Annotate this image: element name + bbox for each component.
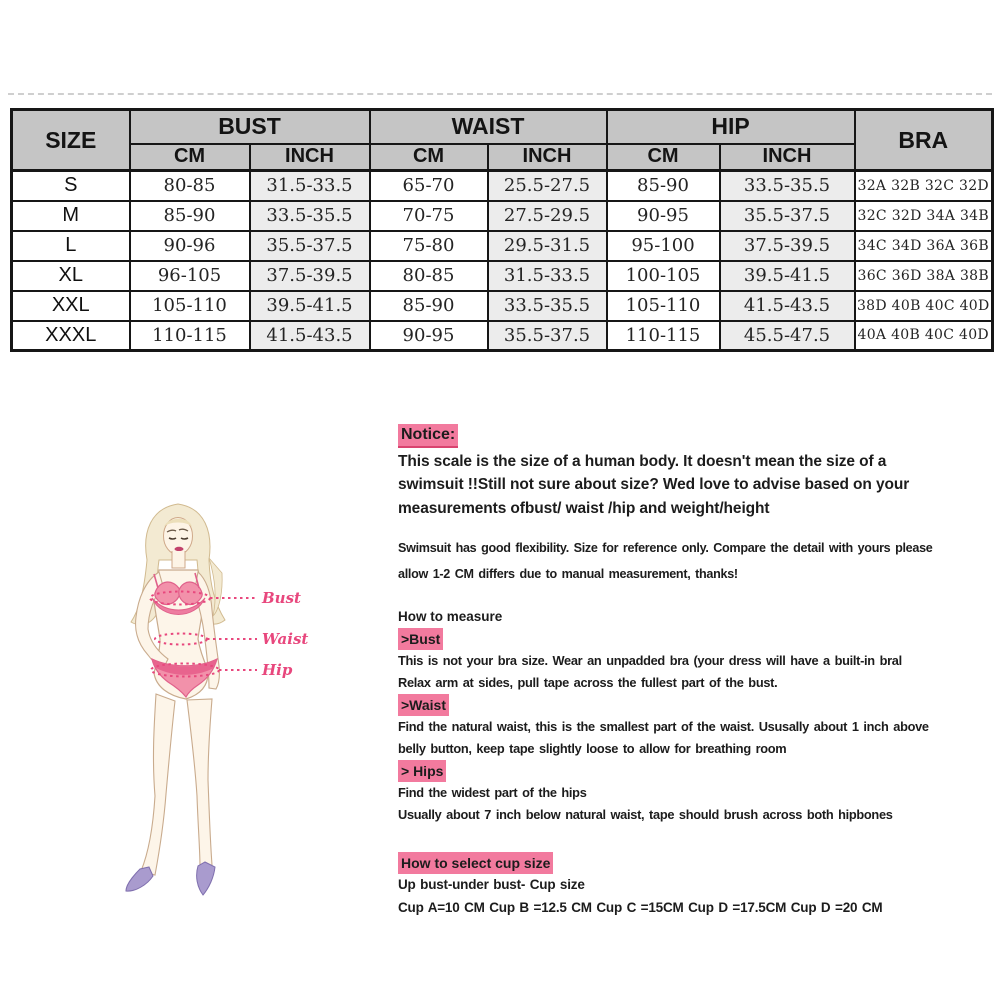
hip-cm-cell: 100-105 — [607, 261, 720, 291]
waist-heading-highlight: >Waist — [398, 694, 449, 716]
hips-instruction-line: Find the widest part of the hips — [398, 785, 587, 801]
bust-inch-cell: 33.5-35.5 — [250, 201, 370, 231]
waist-section-heading — [398, 694, 982, 716]
header-waist: WAIST — [370, 110, 607, 144]
bra-cell: 36C 36D 38A 38B — [855, 261, 993, 291]
cup-instruction-line: Up bust-under bust- Cup size — [398, 877, 585, 893]
bust-cm-cell: 96-105 — [130, 261, 250, 291]
waist-instruction-line: Find the natural waist, this is the smallest part of the waist. Ususally about 1 inch above — [398, 719, 929, 735]
flexibility-paragraph — [398, 535, 982, 587]
header-waist-inch: INCH — [488, 144, 607, 171]
table-row-xl — [12, 261, 993, 291]
bust-cm-cell: 85-90 — [130, 201, 250, 231]
hip-inch-cell: 35.5-37.5 — [720, 201, 855, 231]
size-label: XL — [12, 261, 130, 291]
cup-heading-highlight: How to select cup size — [398, 852, 553, 874]
hip-inch-cell: 37.5-39.5 — [720, 231, 855, 261]
bra-cell: 38D 40B 40C 40D — [855, 291, 993, 321]
header-hip-inch: INCH — [720, 144, 855, 171]
table-row-xxxl — [12, 321, 993, 351]
bra-cell: 40A 40B 40C 40D — [855, 321, 993, 351]
size-label: XXL — [12, 291, 130, 321]
measure-section-bust — [398, 628, 982, 694]
header-waist-cm: CM — [370, 144, 488, 171]
bust-instruction-line: This is not your bra size. Wear an unpadded bra (your dress will have a built-in bral — [398, 653, 902, 669]
waist-cm-cell: 75-80 — [370, 231, 488, 261]
size-label: L — [12, 231, 130, 261]
hips-section-heading — [398, 760, 982, 782]
hip-cm-cell: 105-110 — [607, 291, 720, 321]
bra-cell: 32A 32B 32C 32D — [855, 171, 993, 201]
waist-inch-cell: 31.5-33.5 — [488, 261, 607, 291]
measurement-figure — [95, 498, 395, 900]
waist-cm-cell: 90-95 — [370, 321, 488, 351]
measure-section-waist — [398, 694, 982, 760]
hip-cm-cell: 90-95 — [607, 201, 720, 231]
bust-cm-cell: 90-96 — [130, 231, 250, 261]
bust-inch-cell: 35.5-37.5 — [250, 231, 370, 261]
waist-cm-cell: 65-70 — [370, 171, 488, 201]
header-hip-cm: CM — [607, 144, 720, 171]
notice-line: This scale is the size of a human body. It doesn't mean the size of a — [398, 453, 887, 470]
table-row-s — [12, 171, 993, 201]
hip-inch-cell: 39.5-41.5 — [720, 261, 855, 291]
measure-section-hips — [398, 760, 982, 826]
waist-inch-cell: 27.5-29.5 — [488, 201, 607, 231]
waist-cm-cell: 70-75 — [370, 201, 488, 231]
bra-cell: 34C 34D 36A 36B — [855, 231, 993, 261]
table-row-xxl — [12, 291, 993, 321]
bust-inch-cell: 37.5-39.5 — [250, 261, 370, 291]
header-hip: HIP — [607, 110, 855, 144]
top-divider — [8, 93, 992, 95]
bust-instruction-line: Relax arm at sides, pull tape across the fullest part of the bust. — [398, 675, 778, 691]
figure-label-bust: Bust — [262, 589, 301, 607]
waist-cm-cell: 85-90 — [370, 291, 488, 321]
header-bust-cm: CM — [130, 144, 250, 171]
size-table — [10, 108, 994, 352]
figure-label-waist: Waist — [262, 630, 309, 648]
bust-cm-cell: 80-85 — [130, 171, 250, 201]
waist-cm-cell: 80-85 — [370, 261, 488, 291]
notice-line: measurements ofbust/ waist /hip and weight/height — [398, 499, 770, 517]
table-row-m — [12, 201, 993, 231]
bra-cell: 32C 32D 34A 34B — [855, 201, 993, 231]
how-to-measure-title: How to measure — [398, 609, 503, 625]
waist-inch-cell: 33.5-35.5 — [488, 291, 607, 321]
cup-instruction-line: Cup A=10 CM Cup B =12.5 CM Cup C =15CM Cup D =17.5CM Cup D =20 CM — [398, 899, 883, 915]
waist-inch-cell: 35.5-37.5 — [488, 321, 607, 351]
header-size: SIZE — [12, 110, 130, 171]
size-label: M — [12, 201, 130, 231]
size-label: XXXL — [12, 321, 130, 351]
woman-sketch-illustration — [95, 498, 395, 900]
hip-cm-cell: 110-115 — [607, 321, 720, 351]
flexibility-line: allow 1-2 CM differs due to manual measurement, thanks! — [398, 567, 738, 582]
instructions-column — [398, 424, 982, 919]
header-bust-inch: INCH — [250, 144, 370, 171]
bust-inch-cell: 41.5-43.5 — [250, 321, 370, 351]
waist-inch-cell: 25.5-27.5 — [488, 171, 607, 201]
flexibility-line: Swimsuit has good flexibility. Size for reference only. Compare the detail with yours please — [398, 541, 933, 556]
bust-inch-cell: 39.5-41.5 — [250, 291, 370, 321]
hips-heading-highlight: > Hips — [398, 760, 446, 782]
hip-inch-cell: 45.5-47.5 — [720, 321, 855, 351]
hip-inch-cell: 41.5-43.5 — [720, 291, 855, 321]
header-bust: BUST — [130, 110, 370, 144]
hip-inch-cell: 33.5-35.5 — [720, 171, 855, 201]
bust-cm-cell: 110-115 — [130, 321, 250, 351]
hips-instruction-line: Usually about 7 inch below natural waist, tape should brush across both hipbones — [398, 807, 893, 823]
bust-cm-cell: 105-110 — [130, 291, 250, 321]
cup-section-heading — [398, 852, 982, 874]
header-bra: BRA — [855, 110, 993, 171]
hip-cm-cell: 95-100 — [607, 231, 720, 261]
bust-heading-highlight: >Bust — [398, 628, 443, 650]
notice-line: swimsuit !!Still not sure about size? Wed love to advise based on your — [398, 476, 910, 494]
cup-size-section — [398, 852, 982, 919]
bust-inch-cell: 31.5-33.5 — [250, 171, 370, 201]
bust-section-heading — [398, 628, 982, 650]
hip-cm-cell: 85-90 — [607, 171, 720, 201]
waist-inch-cell: 29.5-31.5 — [488, 231, 607, 261]
table-row-l — [12, 231, 993, 261]
notice-heading-highlight: Notice: — [398, 424, 458, 448]
notice-heading — [398, 424, 982, 448]
waist-instruction-line: belly button, keep tape slightly loose to allow for breathing room — [398, 741, 787, 757]
figure-label-hip: Hip — [262, 661, 293, 679]
size-label: S — [12, 171, 130, 201]
